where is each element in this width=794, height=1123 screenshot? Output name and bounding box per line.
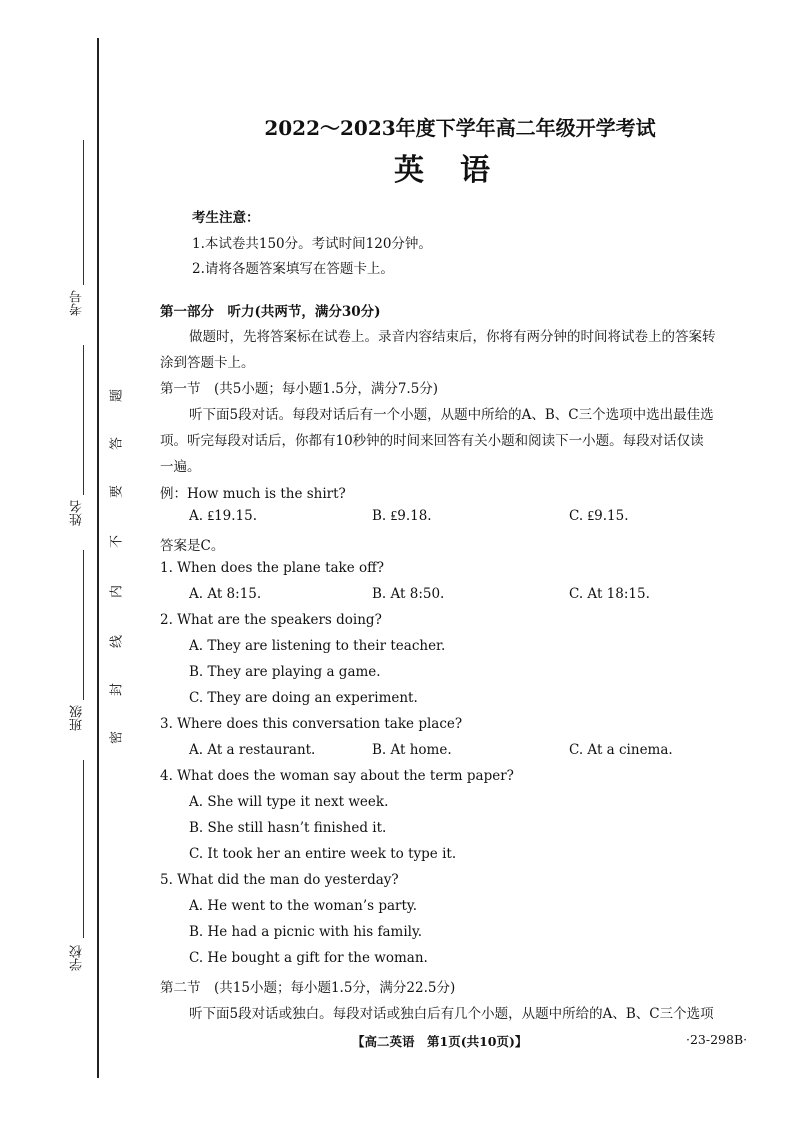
q3-option-b: B. At home.: [372, 742, 452, 758]
part1-intro: 做题时，先将答案标在试卷上。录音内容结束后，你将有两分钟的时间将试卷上的答案转: [189, 329, 716, 345]
question-3: 3. Where does this conversation take place?: [160, 716, 463, 732]
class-label: 班级: [70, 705, 85, 731]
q1-option-a: A. At 8:15.: [189, 586, 262, 602]
name-field[interactable]: [68, 345, 88, 530]
q2-option-b: B. They are playing a game.: [189, 664, 381, 680]
q3-option-a: A. At a restaurant.: [189, 742, 316, 758]
notice-item: 1.本试卷共150分。考试时间120分钟。: [192, 236, 432, 252]
q3-option-c: C. At a cinema.: [569, 742, 673, 758]
exam-number-label: 考号: [70, 290, 85, 316]
example-question: 例：How much is the shirt?: [160, 486, 346, 502]
seal-char: 不: [109, 535, 125, 549]
seal-char: 答: [109, 437, 125, 451]
seal-char: 密: [109, 731, 125, 745]
question-1: 1. When does the plane take off?: [160, 560, 384, 576]
q2-option-a: A. They are listening to their teacher.: [189, 638, 446, 654]
seal-notice: [106, 384, 126, 744]
example-option-a: A. ₤19.15.: [189, 508, 258, 524]
q4-option-c: C. It took her an entire week to type it.: [189, 846, 457, 862]
page-footer: 【高二英语 第1页(共10页)】: [352, 1034, 528, 1049]
name-label: 姓名: [70, 500, 85, 526]
question-5: 5. What did the man do yesterday?: [160, 872, 399, 888]
q1-option-b: B. At 8:50.: [372, 586, 445, 602]
school-label: 学校: [70, 945, 85, 971]
section1-intro: 项。听完每段对话后，你都有10秒钟的时间来回答有关小题和阅读下一小题。每段对话仅读: [160, 433, 704, 449]
seal-char: 要: [109, 485, 125, 499]
q5-option-b: B. He had a picnic with his family.: [189, 924, 423, 940]
seal-char: 题: [109, 389, 125, 403]
section1-heading: 第一节 (共5小题；每小题1.5分，满分7.5分): [160, 381, 439, 397]
seal-char: 内: [109, 585, 125, 599]
section2-intro: 听下面5段对话或独白。每段对话或独白后有几个小题，从题中所给的A、B、C三个选项: [189, 1006, 714, 1022]
q1-option-c: C. At 18:15.: [569, 586, 650, 602]
part1-heading: 第一部分 听力(共两节，满分30分): [160, 304, 381, 320]
example-option-b: B. ₤9.18.: [372, 508, 432, 524]
q4-option-a: A. She will type it next week.: [189, 794, 389, 810]
section1-intro: 听下面5段对话。每段对话后有一个小题，从题中所给的A、B、C三个选项中选出最佳选: [189, 407, 714, 423]
school-field[interactable]: [68, 760, 88, 980]
section1-intro: 一遍。: [160, 459, 201, 475]
example-answer: 答案是C。: [160, 538, 225, 554]
part1-intro: 涂到答题卡上。: [160, 355, 255, 371]
notice-heading: 考生注意：: [192, 210, 260, 226]
subject-title: 英语: [394, 153, 526, 188]
q5-option-c: C. He bought a gift for the woman.: [189, 950, 428, 966]
seal-char: 封: [109, 683, 125, 697]
binding-line: [97, 38, 99, 1078]
paper-code: ·23-298B·: [686, 1032, 748, 1047]
q2-option-c: C. They are doing an experiment.: [189, 690, 418, 706]
exam-title: 2022～2023年度下学年高二年级开学考试: [264, 116, 656, 140]
seal-char: 线: [109, 635, 125, 649]
example-option-c: C. ₤9.15.: [569, 508, 629, 524]
section2-heading: 第二节 (共15小题；每小题1.5分，满分22.5分): [160, 980, 456, 996]
question-4: 4. What does the woman say about the term paper?: [160, 768, 514, 784]
class-field[interactable]: [68, 550, 88, 735]
notice-item: 2.请将各题答案填写在答题卡上。: [192, 261, 394, 277]
question-2: 2. What are the speakers doing?: [160, 612, 382, 628]
q4-option-b: B. She still hasn’t finished it.: [189, 820, 387, 836]
q5-option-a: A. He went to the woman’s party.: [189, 898, 418, 914]
